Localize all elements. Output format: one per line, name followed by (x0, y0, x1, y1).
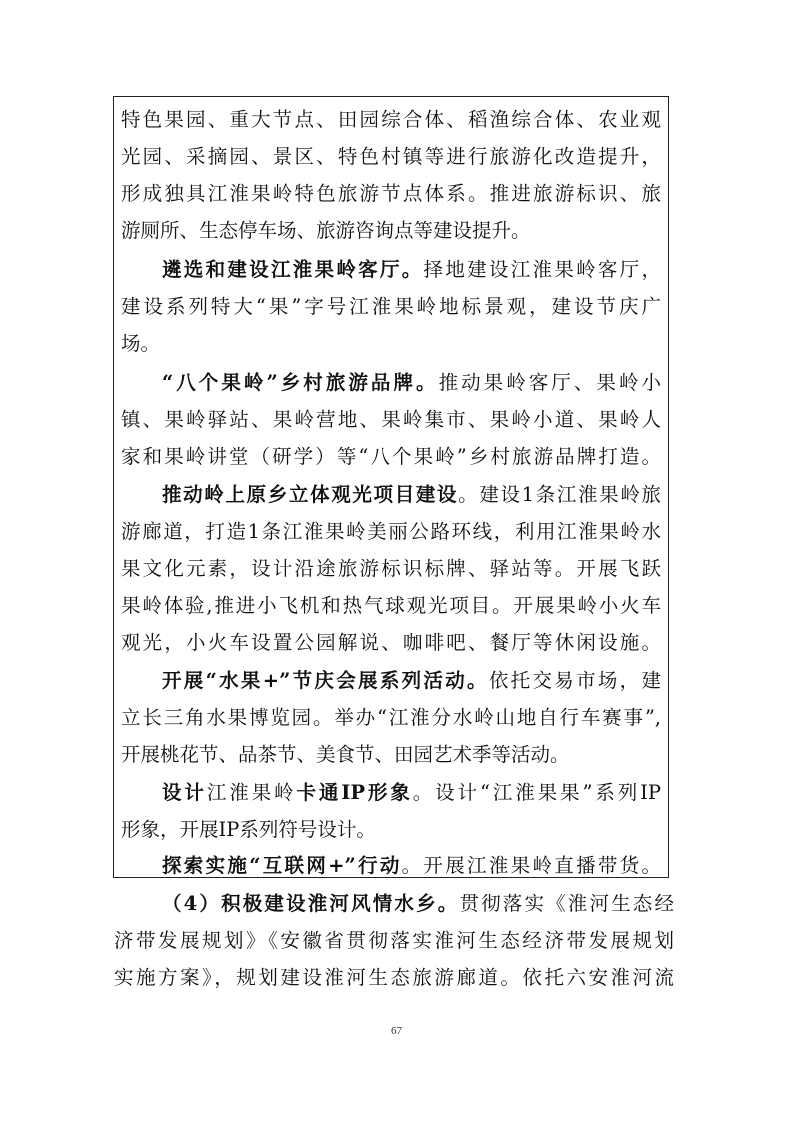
text-line: 开展桃花节、品茶节、美食节、田园艺术季等活动。 (121, 743, 570, 766)
text-line: 形成独具江淮果岭特色旅游节点体系。推进旅游标识、旅 (121, 182, 661, 205)
paragraph-text: 贯彻落实《淮河生态经 (459, 892, 674, 915)
paragraph-first-line (162, 371, 661, 395)
paragraph-first-line (162, 854, 661, 878)
paragraph-text: 推动果岭客厅、果岭小 (438, 371, 661, 394)
paragraph-heading: 探索实施“互联网+”行动 (162, 854, 402, 877)
paragraph-text: 。开展江淮果岭直播带货。 (401, 854, 661, 877)
paragraph-first-line (162, 258, 661, 282)
paragraph-heading: 开展“水果+”节庆会展系列活动。 (162, 669, 489, 692)
text-line: 场。 (121, 332, 161, 355)
paragraph-first-line (162, 781, 661, 805)
paragraph-heading: 设计 (162, 781, 207, 804)
paragraph-first-line (162, 892, 674, 916)
paragraph-heading: 遴选和建设江淮果岭客厅。 (162, 258, 424, 281)
paragraph-text: 江淮果岭 (206, 781, 297, 804)
paragraph-first-line (162, 669, 661, 693)
page-number: 67 (391, 1025, 402, 1037)
paragraph-text: 。设计“江淮果果”系列IP (412, 781, 661, 804)
paragraph-heading: 推动岭上原乡立体观光项目建设 (162, 483, 459, 506)
text-line: 家和果岭讲堂（研学）等“八个果岭”乡村旅游品牌打造。 (121, 445, 661, 468)
paragraph-text: 。建设1条江淮果岭旅 (458, 483, 661, 506)
paragraph-text: 择地建设江淮果岭客厅， (423, 258, 661, 281)
text-line: 游厕所、生态停车场、旅游咨询点等建设提升。 (121, 219, 531, 242)
paragraph-heading: 卡通IP形象 (296, 781, 413, 804)
text-line: 光园、采摘园、景区、特色村镇等进行旅游化改造提升， (121, 145, 661, 168)
paragraph-first-line (162, 483, 661, 507)
text-line: 济带发展规划》《安徽省贯彻落实淮河生态经济带发展规划 (114, 929, 674, 952)
section-heading: （4）积极建设淮河风情水乡。 (162, 892, 460, 915)
text-line: 立长三角水果博览园。举办“江淮分水岭山地自行车赛事”, (121, 706, 661, 729)
text-line: 建设系列特大“果”字号江淮果岭地标景观，建设节庆广 (121, 295, 661, 318)
text-line: 形象，开展IP系列符号设计。 (121, 818, 376, 841)
text-line: 镇、果岭驿站、果岭营地、果岭集市、果岭小道、果岭人 (121, 408, 661, 431)
text-line: 果文化元素，设计沿途旅游标识标牌、驿站等。开展飞跃 (121, 557, 661, 580)
paragraph-heading: “八个果岭”乡村旅游品牌。 (162, 371, 439, 394)
text-line: 实施方案》，规划建设淮河生态旅游廊道。依托六安淮河流 (114, 966, 674, 989)
text-line: 观光，小火车设置公园解说、咖啡吧、餐厅等休闲设施。 (121, 631, 661, 654)
text-line: 果岭体验,推进小飞机和热气球观光项目。开展果岭小火车 (121, 594, 661, 617)
paragraph-text: 依托交易市场，建 (488, 669, 661, 692)
text-line: 特色果园、重大节点、田园综合体、稻渔综合体、农业观 (121, 108, 661, 131)
text-line: 游廊道，打造1条江淮果岭美丽公路环线，利用江淮果岭水 (121, 520, 661, 543)
